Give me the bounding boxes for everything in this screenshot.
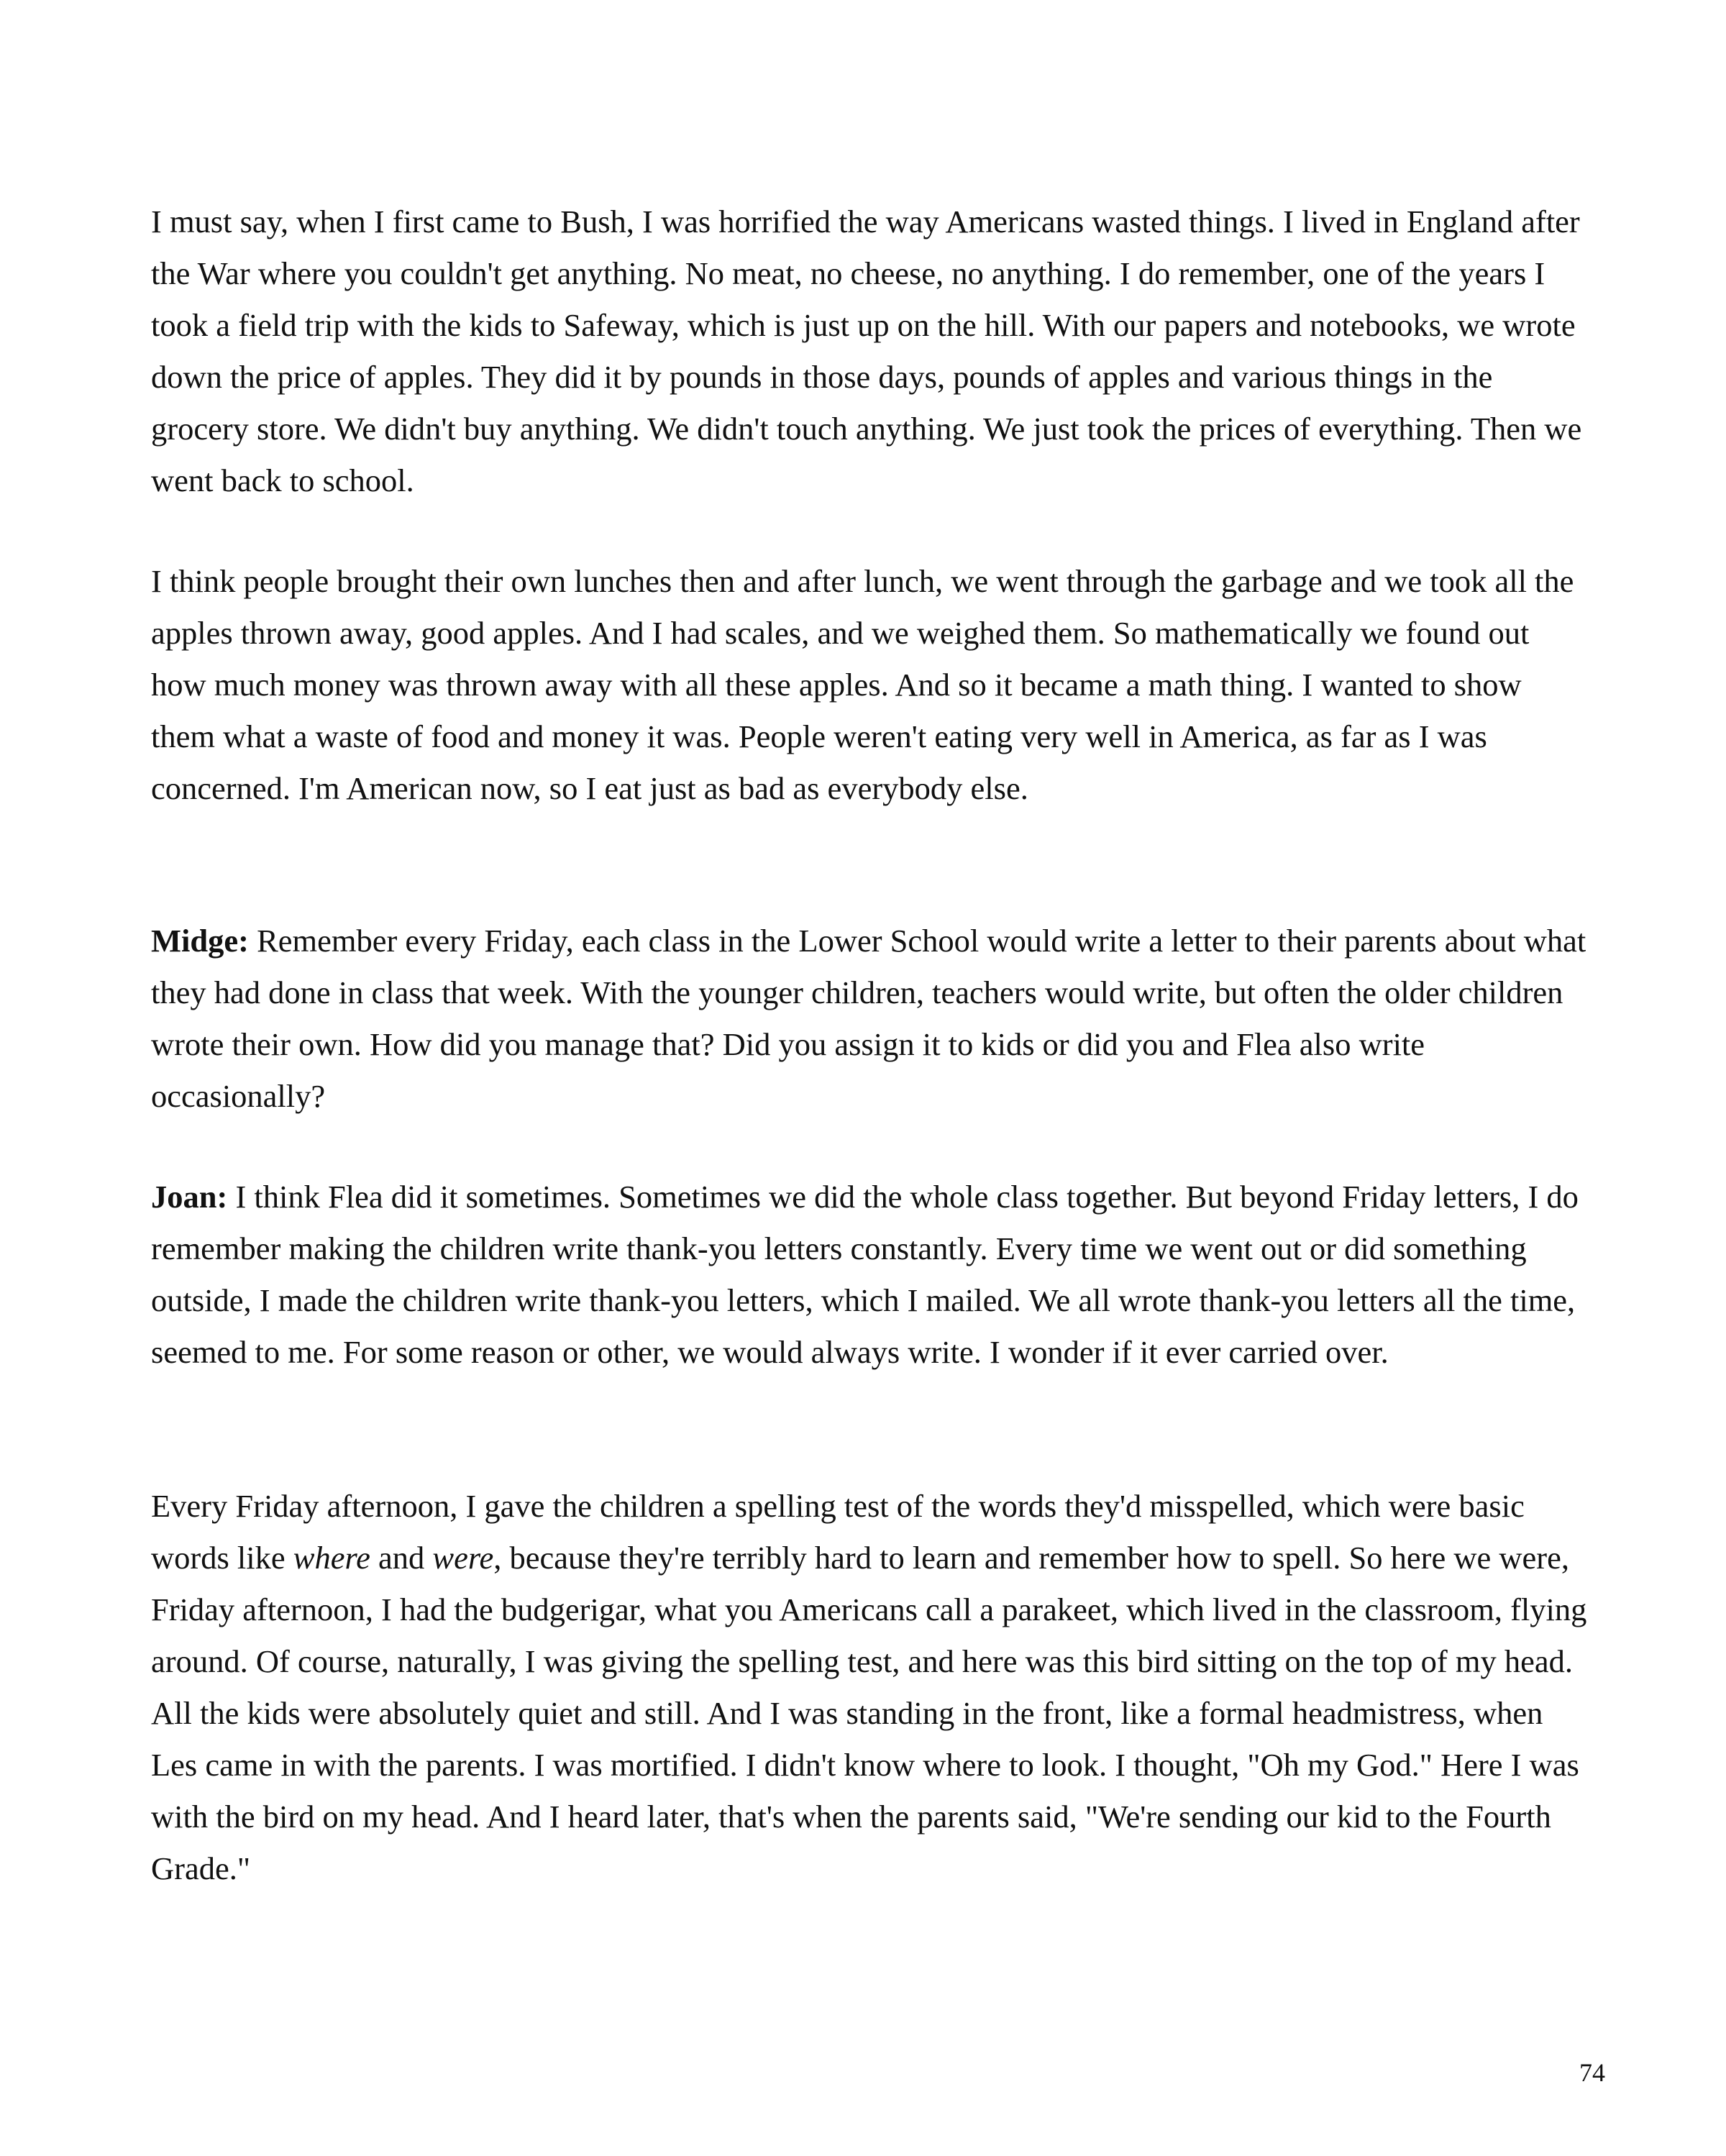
paragraph-midge-question — [151, 915, 1589, 1122]
paragraph-text: and — [370, 1540, 433, 1576]
document-page — [151, 0, 1589, 2156]
speaker-label: Midge: — [151, 923, 249, 959]
paragraph-text: Every Friday afternoon, I gave the children a spelling test of the words they'd misspelled, which were basic words like — [151, 1488, 1525, 1576]
paragraph-apples-garbage: I think people brought their own lunches then and after lunch, we went through the garbage and we took all the apples thrown away, good apples. And I had scales, and we weighed them. So mathematically we found out how much money was thrown away with all these apples. And so it became a math thing. I wanted to show them what a waste of food and money it was. People weren't eating very well in America, as far as I was concerned. I'm American now, so I eat just as bad as everybody else. — [151, 563, 1574, 806]
paragraph-field-trip: I must say, when I first came to Bush, I was horrified the way Americans wasted things. I lived in England after the War where you couldn't get anything. No meat, no cheese, no anything. I do remember, one of the years I took a field trip with the kids to Safeway, which is just up on the hill. With our papers and notebooks, we wrote down the price of apples. They did it by pounds in those days, pounds of apples and various things in the grocery store. We didn't buy anything. We didn't touch anything. We just took the prices of everything. Then we went back to school. — [151, 204, 1582, 498]
paragraph-text: , because they're terribly hard to learn and remember how to spell. So here we were, Friday afternoon, I had the budgerigar, what you Americans call a parakeet, which lived in the classroom, flying around. Of course, naturally, I was giving the spelling test, and here was this bird sitting on the top of my head. All the kids were absolutely quiet and still. And I was standing in the front, like a formal headmistress, when Les came in with the parents. I was mortified. I didn't know where to look. I thought, "Oh my God." Here I was with the bird on my head. And I heard later, that's when the parents said, "We're sending our kid to the Fourth Grade." — [151, 1540, 1587, 1886]
paragraph-joan-answer — [151, 1171, 1589, 1378]
paragraph-spelling-test — [151, 1480, 1589, 1894]
italic-word: where — [293, 1540, 370, 1576]
page-number: 74 — [1579, 2058, 1605, 2087]
paragraph-text: I think Flea did it sometimes. Sometimes we did the whole class together. But beyond Friday letters, I do remember making the children write thank-you letters constantly. Every time we went out or did something outside, I made the children write thank-you letters, which I mailed. We all wrote thank-you letters all the time, seemed to me. For some reason or other, we would always write. I wonder if it ever carried over. — [151, 1179, 1579, 1370]
italic-word: were — [432, 1540, 494, 1576]
speaker-label: Joan: — [151, 1179, 228, 1215]
paragraph-text: Remember every Friday, each class in the Lower School would write a letter to their parents about what they had done in class that week. With the younger children, teachers would write, but often the older children wrote their own. How did you manage that? Did you assign it to kids or did you and Flea also write occasionally? — [151, 923, 1586, 1114]
